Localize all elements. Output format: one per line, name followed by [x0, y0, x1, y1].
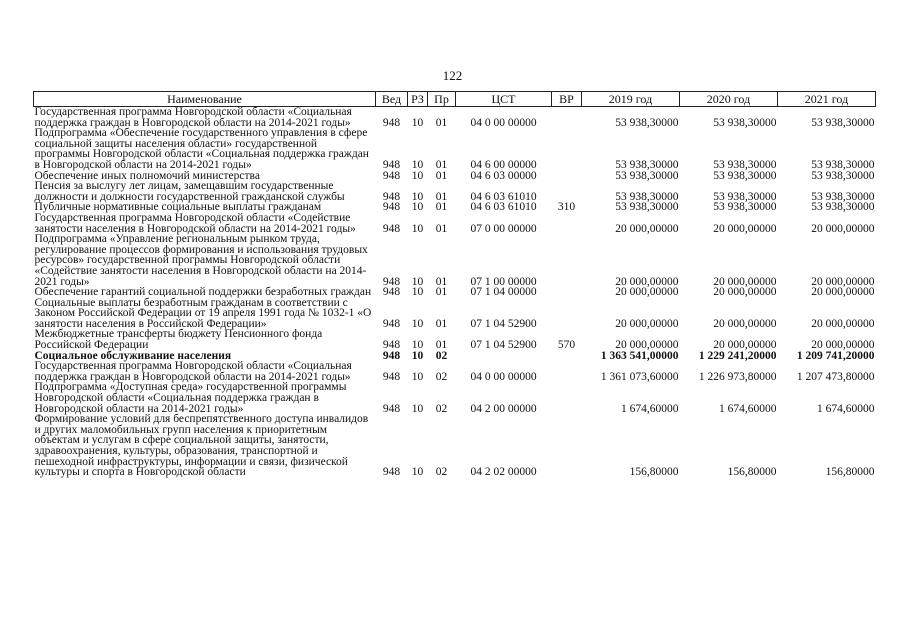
row-vr — [552, 382, 582, 414]
row-vr — [552, 298, 582, 330]
row-pr: 02 — [435, 402, 448, 415]
row-rz: 10 — [411, 349, 424, 362]
row-cst: 07 1 04 52900 — [470, 339, 537, 352]
header-pr: Пр — [428, 92, 456, 107]
row-ved: 948 — [382, 116, 401, 129]
row-2021: 20 000,00000 — [811, 222, 875, 235]
row-2020: 53 938,30000 — [713, 201, 777, 214]
row-ved: 948 — [382, 339, 401, 352]
row-rz: 10 — [411, 402, 424, 415]
row-2019: 53 938,30000 — [615, 201, 679, 214]
row-name: Формирование условий для беспрепятственного доступа инвалидов и других маломобильных групп населения к приоритетным объектам и услугам в сфере социальной защиты, занятости, здравоохранения, культуры, образования, транспортной и пешеходной инфраструктуры, информации и связи, физической культуры и спорта в Новгородской области — [34, 413, 369, 479]
row-vr — [552, 128, 582, 170]
row-ved: 948 — [382, 169, 401, 182]
row-cst: 07 1 04 52900 — [470, 317, 537, 330]
row-vr: 310 — [557, 201, 576, 214]
row-2020: 1 229 241,20000 — [698, 349, 777, 362]
row-vr — [552, 287, 582, 298]
table-row — [34, 128, 876, 170]
row-2021: 1 674,60000 — [817, 402, 875, 415]
row-2020: 1 674,60000 — [719, 402, 777, 415]
row-rz: 10 — [411, 466, 424, 479]
table-header-row — [34, 92, 876, 107]
row-2021: 53 938,30000 — [811, 201, 875, 214]
row-cst: 04 6 03 61010 — [470, 190, 537, 203]
row-2021: 20 000,00000 — [811, 275, 875, 288]
row-pr: 01 — [435, 275, 448, 288]
header-rz: РЗ — [408, 92, 428, 107]
row-name: Подпрограмма «Управление региональным рынком труда, регулирование процессов формирования и использования трудовых ресурсов» государственной программы Новгородской области «Содействие занятости населения в Новгородской области на 2014-2021 годы» — [34, 233, 368, 288]
row-ved: 948 — [382, 466, 401, 479]
row-2019: 53 938,30000 — [615, 190, 679, 203]
row-2019: 1 363 541,00000 — [600, 349, 679, 362]
row-name: Государственная программа Новгородской области «Социальная поддержка граждан в Новгородской области на 2014-2021 годы» — [34, 106, 352, 129]
row-2021: 20 000,00000 — [811, 286, 875, 299]
row-rz: 10 — [411, 190, 424, 203]
row-2020: 20 000,00000 — [713, 275, 777, 288]
table-row — [34, 213, 876, 234]
row-ved: 948 — [382, 201, 401, 214]
row-2019: 1 361 073,60000 — [600, 370, 679, 383]
row-2020: 20 000,00000 — [713, 286, 777, 299]
row-rz: 10 — [411, 286, 424, 299]
row-pr: 01 — [435, 317, 448, 330]
row-cst: 04 2 02 00000 — [470, 466, 537, 479]
row-2020: 1 226 973,80000 — [698, 370, 777, 383]
row-2019: 20 000,00000 — [615, 339, 679, 352]
row-2021: 53 938,30000 — [811, 116, 875, 129]
row-name: Государственная программа Новгородской области «Социальная поддержка граждан в Новгородской области на 2014-2021 годы» — [34, 360, 352, 383]
row-pr: 02 — [435, 349, 448, 362]
row-2020: 53 938,30000 — [713, 116, 777, 129]
row-rz: 10 — [411, 158, 424, 171]
row-rz: 10 — [411, 116, 424, 129]
row-cst: 04 0 00 00000 — [470, 116, 537, 129]
row-ved: 948 — [382, 222, 401, 235]
row-ved: 948 — [382, 190, 401, 203]
row-name: Подпрограмма «Обеспечение государственного управления в сфере социальной защиты населения области» государственной программы Новгородской области «Социальная поддержка граждан в Новгородской области на 2014-2021 годы» — [34, 127, 369, 171]
row-pr: 01 — [435, 190, 448, 203]
table-row — [34, 329, 876, 350]
row-vr — [552, 414, 582, 478]
row-2021: 53 938,30000 — [811, 158, 875, 171]
row-2019: 1 674,60000 — [621, 402, 679, 415]
row-2021: 20 000,00000 — [811, 339, 875, 352]
table-row — [34, 234, 876, 287]
row-2021: 53 938,30000 — [811, 190, 875, 203]
row-cst: 04 2 00 00000 — [470, 402, 537, 415]
row-cst: 07 0 00 00000 — [470, 222, 537, 235]
row-rz: 10 — [411, 339, 424, 352]
row-ved: 948 — [382, 286, 401, 299]
row-vr — [552, 213, 582, 234]
header-2020: 2020 год — [680, 92, 778, 107]
table-body — [34, 107, 876, 478]
row-2019: 156,80000 — [629, 466, 679, 479]
row-vr — [552, 234, 582, 287]
row-rz: 10 — [411, 370, 424, 383]
row-2019: 53 938,30000 — [615, 116, 679, 129]
table-row — [34, 298, 876, 330]
row-pr: 01 — [435, 286, 448, 299]
row-name: Обеспечение иных полномочий министерства — [34, 169, 260, 182]
header-ved: Вед — [376, 92, 408, 107]
header-cst: ЦСТ — [456, 92, 552, 107]
row-rz: 10 — [411, 222, 424, 235]
row-2021: 1 209 741,20000 — [796, 349, 875, 362]
table-row — [34, 414, 876, 478]
row-2020: 156,80000 — [727, 466, 777, 479]
row-2020: 53 938,30000 — [713, 190, 777, 203]
row-cst: 04 0 00 00000 — [470, 370, 537, 383]
row-vr — [552, 181, 582, 202]
row-cst: 07 1 00 00000 — [470, 275, 537, 288]
table-row — [34, 361, 876, 382]
row-name: Социальное обслуживание населения — [34, 349, 232, 362]
row-2019: 53 938,30000 — [615, 169, 679, 182]
row-pr: 02 — [435, 370, 448, 383]
header-name: Наименование — [34, 92, 376, 107]
row-2020: 53 938,30000 — [713, 169, 777, 182]
row-pr: 01 — [435, 116, 448, 129]
row-2020: 20 000,00000 — [713, 339, 777, 352]
table-row — [34, 382, 876, 414]
row-2020: 20 000,00000 — [713, 317, 777, 330]
row-name: Социальные выплаты безработным гражданам в соответствии с Законом Российской Федерации от 19 апреля 1991 года № 1032-1 «О занятости населения в Российской Федерации» — [34, 296, 372, 330]
row-pr: 01 — [435, 222, 448, 235]
row-cst — [456, 351, 552, 362]
row-pr: 01 — [435, 158, 448, 171]
page-number: 122 — [442, 68, 463, 83]
row-pr: 02 — [435, 466, 448, 479]
row-vr — [552, 361, 582, 382]
row-ved: 948 — [382, 275, 401, 288]
row-vr — [552, 107, 582, 129]
row-2020: 53 938,30000 — [713, 158, 777, 171]
row-pr: 01 — [435, 201, 448, 214]
row-vr — [552, 171, 582, 182]
row-2021: 156,80000 — [825, 466, 875, 479]
row-ved: 948 — [382, 158, 401, 171]
row-name: Подпрограмма «Доступная среда» государственной программы Новгородской области «Социальная поддержка граждан в Новгородской области на 2014-2021 годы» — [34, 381, 347, 415]
row-ved: 948 — [382, 370, 401, 383]
row-2019: 53 938,30000 — [615, 158, 679, 171]
row-cst: 04 6 03 61010 — [470, 201, 537, 214]
row-rz: 10 — [411, 169, 424, 182]
row-rz: 10 — [411, 201, 424, 214]
row-2020: 20 000,00000 — [713, 222, 777, 235]
row-2019: 20 000,00000 — [615, 275, 679, 288]
row-2021: 1 207 473,80000 — [796, 370, 875, 383]
row-2019: 20 000,00000 — [615, 286, 679, 299]
table-row — [34, 107, 876, 129]
row-name: Пенсия за выслугу лет лицам, замещавшим государственные должности и должности государственной гражданской службы — [34, 180, 345, 203]
table-row — [34, 181, 876, 202]
row-vr — [552, 351, 582, 362]
header-vr: ВР — [552, 92, 582, 107]
row-rz: 10 — [411, 275, 424, 288]
row-name: Межбюджетные трансферты бюджету Пенсионного фонда Российской Федерации — [34, 328, 323, 352]
row-cst: 07 1 04 00000 — [470, 286, 537, 299]
row-vr: 570 — [557, 339, 576, 352]
row-cst: 04 6 00 00000 — [470, 158, 537, 171]
row-name: Публичные нормативные социальные выплаты гражданам — [34, 201, 322, 214]
row-rz: 10 — [411, 317, 424, 330]
row-cst: 04 6 03 00000 — [470, 169, 537, 182]
row-ved: 948 — [382, 349, 401, 362]
row-name: Обеспечение гарантий социальной поддержки безработных граждан — [34, 286, 372, 299]
row-2021: 20 000,00000 — [811, 317, 875, 330]
row-2019: 20 000,00000 — [615, 222, 679, 235]
row-pr: 01 — [435, 169, 448, 182]
row-2021: 53 938,30000 — [811, 169, 875, 182]
row-pr: 01 — [435, 339, 448, 352]
header-2021: 2021 год — [778, 92, 876, 107]
row-name: Государственная программа Новгородской области «Содействие занятости населения в Новгородской области на 2014-2021 годы» — [34, 211, 356, 235]
row-2019: 20 000,00000 — [615, 317, 679, 330]
budget-table — [33, 91, 876, 478]
row-ved: 948 — [382, 317, 401, 330]
header-2019: 2019 год — [582, 92, 680, 107]
row-ved: 948 — [382, 402, 401, 415]
